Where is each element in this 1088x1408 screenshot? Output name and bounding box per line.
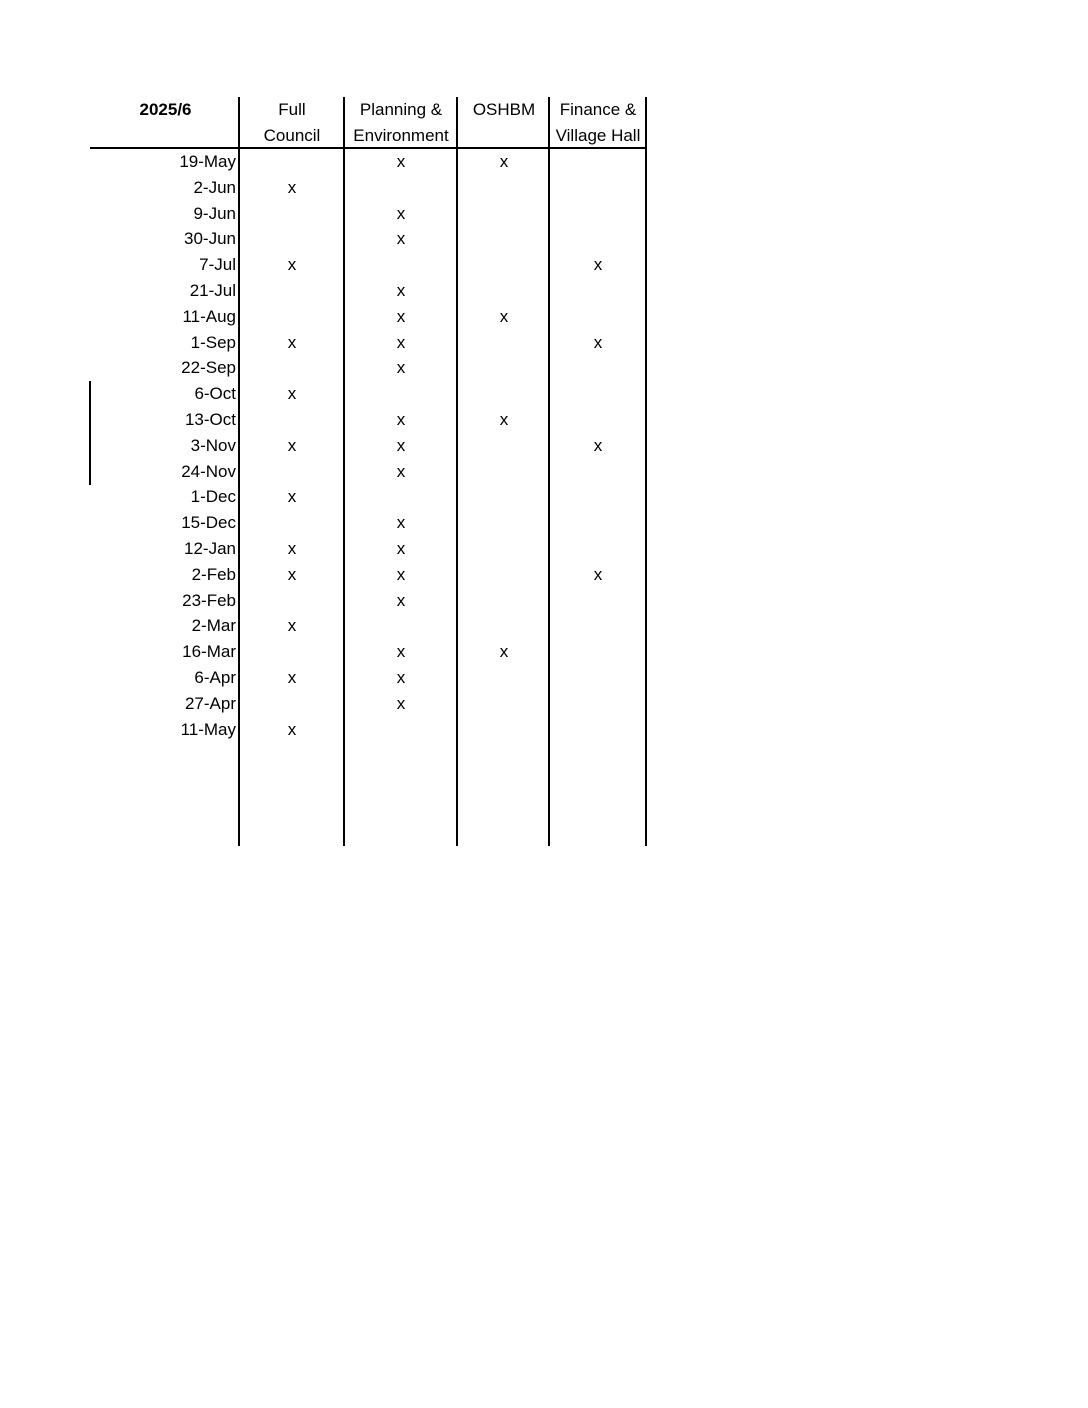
column-divider — [548, 97, 550, 846]
meeting-mark[interactable]: x — [396, 668, 406, 687]
column-header-line: Full — [278, 100, 306, 119]
column-header-line: Council — [263, 126, 321, 145]
meeting-date[interactable]: 27-Apr — [184, 693, 236, 713]
meeting-date[interactable]: 2-Jun — [193, 177, 236, 197]
column-header-line: Village Hall — [555, 126, 641, 145]
meeting-date[interactable]: 23-Feb — [182, 590, 236, 610]
meeting-date[interactable]: 1-Dec — [190, 487, 236, 507]
meeting-mark[interactable]: x — [593, 435, 603, 455]
meeting-date[interactable]: 9-Jun — [193, 203, 236, 223]
meeting-mark[interactable]: x — [287, 539, 297, 558]
column-header — [240, 97, 344, 149]
column-header — [459, 97, 550, 123]
meeting-mark[interactable]: x — [396, 306, 406, 326]
meeting-date[interactable]: 19-May — [179, 152, 236, 171]
meeting-date[interactable]: 22-Sep — [181, 358, 236, 378]
column-header-line: Environment — [353, 126, 449, 145]
meeting-date[interactable]: 11-Aug — [182, 306, 236, 326]
meeting-mark[interactable]: x — [287, 435, 297, 455]
meeting-date[interactable]: 2-Feb — [191, 564, 236, 584]
meeting-mark[interactable]: x — [396, 513, 406, 533]
meeting-date[interactable]: 11-May — [180, 719, 236, 739]
meeting-date[interactable]: 2-Mar — [191, 616, 236, 636]
meeting-date[interactable]: 12-Jan — [184, 539, 236, 558]
meeting-mark[interactable]: x — [287, 384, 297, 404]
column-header-line: Finance & — [559, 100, 637, 119]
meeting-mark[interactable]: x — [396, 461, 406, 481]
meeting-mark[interactable]: x — [287, 487, 297, 507]
meeting-mark[interactable]: x — [287, 332, 297, 352]
meeting-mark[interactable]: x — [396, 358, 406, 378]
meeting-mark[interactable]: x — [287, 616, 297, 636]
meeting-date[interactable]: 15-Dec — [181, 513, 236, 533]
column-divider — [645, 97, 647, 846]
meeting-mark[interactable]: x — [396, 203, 406, 223]
meeting-date[interactable]: 16-Mar — [182, 642, 236, 662]
meeting-mark[interactable]: x — [396, 642, 406, 662]
meeting-mark[interactable]: x — [593, 255, 603, 275]
meeting-mark[interactable]: x — [396, 152, 406, 171]
meeting-mark[interactable]: x — [396, 410, 406, 429]
column-header — [550, 97, 646, 149]
meeting-date[interactable]: 13-Oct — [184, 410, 236, 429]
meeting-mark[interactable]: x — [396, 564, 406, 584]
meeting-mark[interactable]: x — [396, 693, 406, 713]
column-header-line: Planning & — [359, 100, 443, 119]
meeting-mark[interactable]: x — [396, 435, 406, 455]
meeting-mark[interactable]: x — [593, 564, 603, 584]
meeting-mark[interactable]: x — [287, 668, 297, 687]
meeting-mark[interactable]: x — [396, 332, 406, 352]
meeting-mark[interactable]: x — [593, 332, 603, 352]
column-divider — [456, 97, 458, 846]
column-header-line: OSHBM — [472, 100, 536, 119]
meeting-mark[interactable]: x — [287, 719, 297, 739]
meeting-date[interactable]: 6-Apr — [194, 668, 236, 687]
meeting-mark[interactable]: x — [499, 152, 509, 171]
meeting-mark[interactable]: x — [499, 410, 509, 429]
cell-selection-marker — [89, 381, 91, 485]
year-header: 2025/6 — [139, 100, 192, 119]
meeting-mark[interactable]: x — [499, 642, 509, 662]
meeting-mark[interactable]: x — [287, 177, 297, 197]
meeting-date[interactable]: 24-Nov — [181, 461, 236, 481]
meeting-date[interactable]: 21-Jul — [189, 281, 236, 300]
meeting-mark[interactable]: x — [396, 281, 406, 300]
meeting-date[interactable]: 1-Sep — [190, 332, 236, 352]
meeting-mark[interactable]: x — [287, 255, 297, 275]
meeting-date[interactable]: 3-Nov — [190, 435, 236, 455]
meeting-mark[interactable]: x — [499, 306, 509, 326]
meeting-mark[interactable]: x — [396, 229, 406, 249]
column-divider — [238, 97, 240, 846]
meeting-date[interactable]: 30-Jun — [184, 229, 236, 249]
meeting-date[interactable]: 6-Oct — [194, 384, 236, 404]
column-divider — [343, 97, 345, 846]
column-header — [345, 97, 457, 149]
meeting-mark[interactable]: x — [396, 539, 406, 558]
meeting-mark[interactable]: x — [396, 590, 406, 610]
meeting-mark[interactable]: x — [287, 564, 297, 584]
meeting-date[interactable]: 7-Jul — [199, 255, 236, 275]
